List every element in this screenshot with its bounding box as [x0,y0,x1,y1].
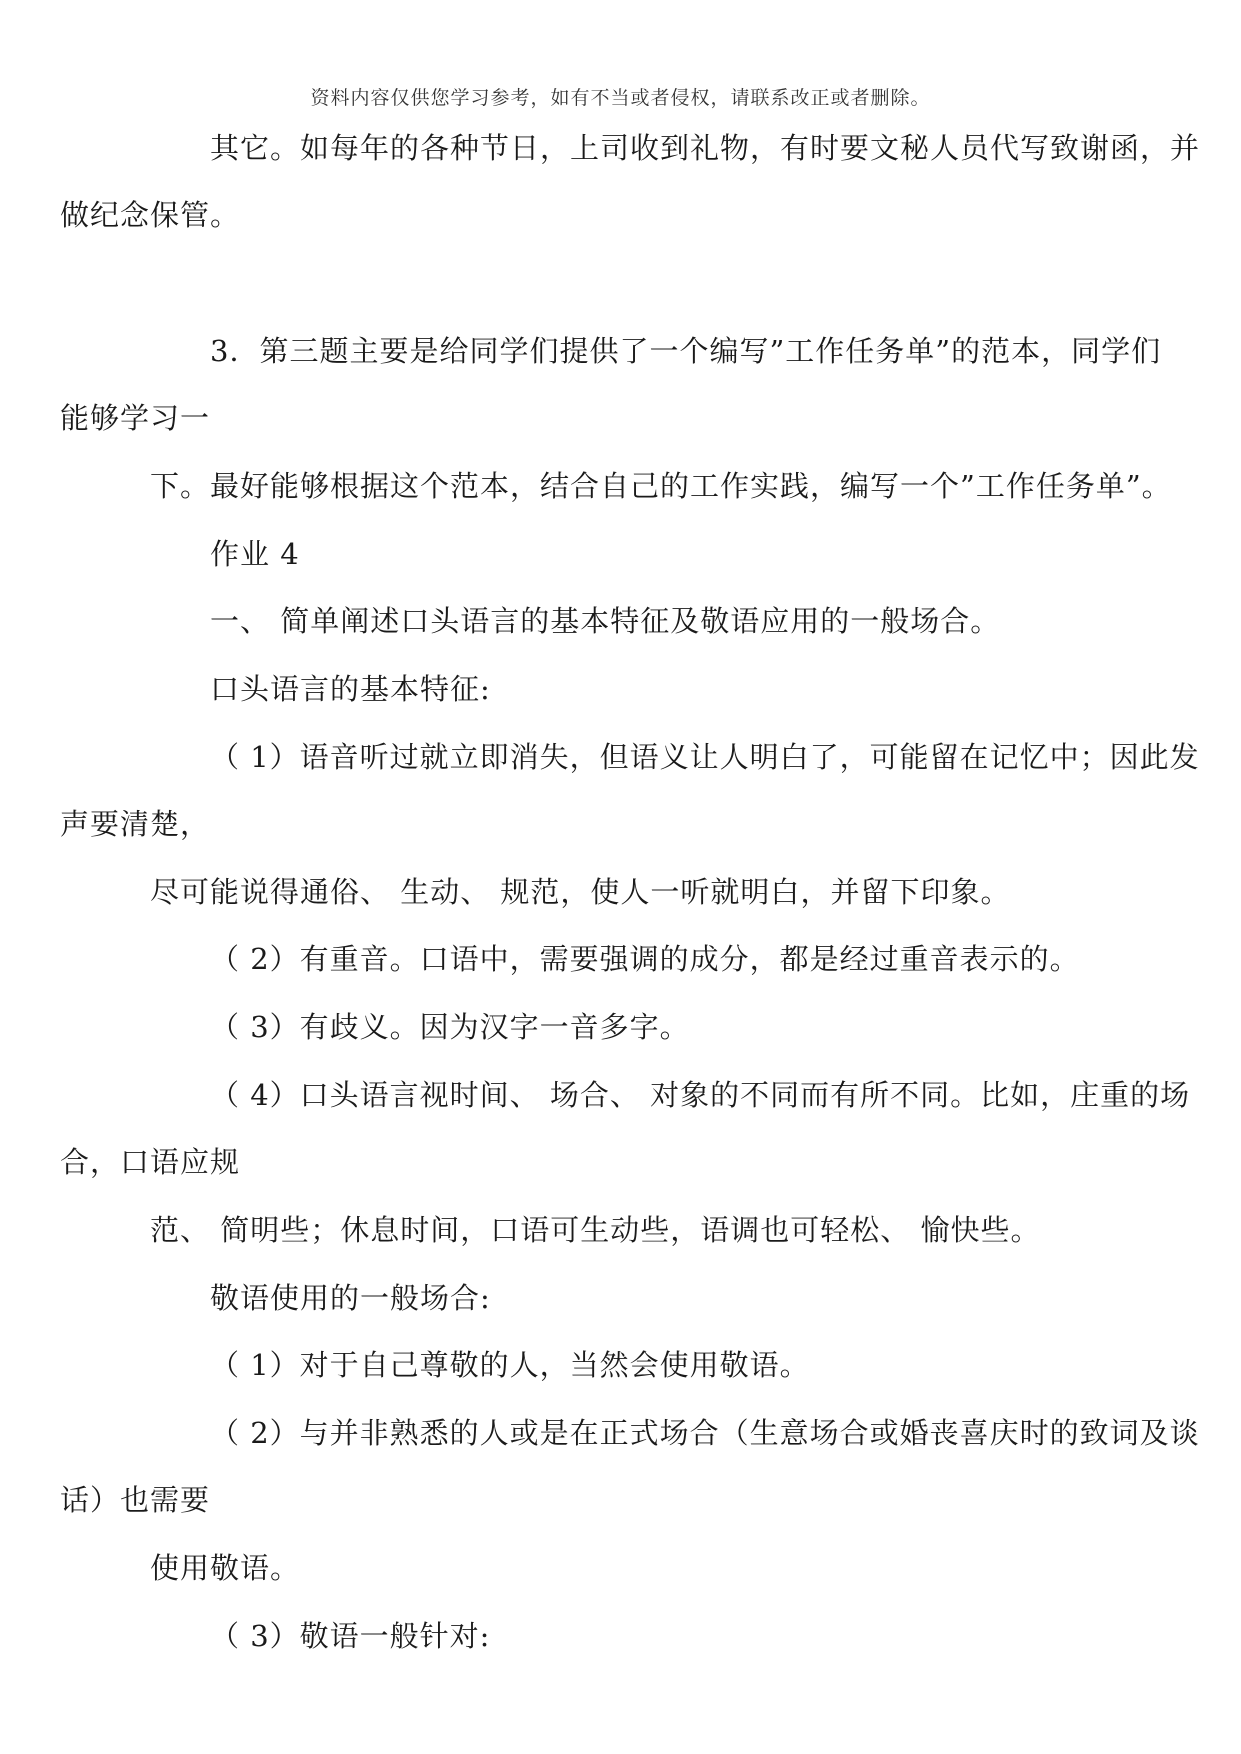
paragraph-line: 敬语使用的一般场合: [210,1281,491,1315]
list-item-line: （ 1）对于自己尊敬的人，当然会使用敬语。 [210,1348,810,1382]
paragraph-line: 其它。如每年的各种节日，上司收到礼物，有时要文秘人员代写致谢函，并 [210,131,1201,165]
list-item-line: （ 2）有重音。口语中，需要强调的成分，都是经过重音表示的。 [210,942,1080,976]
paragraph-line: 做纪念保管。 [60,198,241,232]
disclaimer-header: 资料内容仅供您学习参考，如有不当或者侵权，请联系改正或者删除。 [310,87,931,109]
list-item-line: （ 3）有歧义。因为汉字一音多字。 [210,1010,690,1044]
list-item-line: （ 2）与并非熟悉的人或是在正式场合（生意场合或婚丧喜庆时的致词及谈 [210,1416,1200,1450]
list-item-line: （ 4）口头语言视时间、 场合、 对象的不同而有所不同。比如，庄重的场 [210,1078,1191,1112]
list-item-line: （ 1）语音听过就立即消失，但语义让人明白了，可能留在记忆中；因此发 [210,740,1200,774]
paragraph-line: 口头语言的基本特征: [210,672,491,706]
list-item-line: 使用敬语。 [150,1551,301,1585]
paragraph-line: 下。最好能够根据这个范本，结合自己的工作实践，编写一个”工作任务单”。 [150,469,1172,503]
list-item-line: 范、 简明些；休息时间，口语可生动些，语调也可轻松、 愉快些。 [150,1213,1041,1247]
question-heading: 一、 简单阐述口头语言的基本特征及敬语应用的一般场合。 [210,604,1001,638]
list-item-line: 声要清楚， [60,807,211,841]
list-item-line: 尽可能说得通俗、 生动、 规范，使人一听就明白，并留下印象。 [150,875,1011,909]
paragraph-line: 3．第三题主要是给同学们提供了一个编写”工作任务单”的范本，同学们 [210,334,1162,368]
list-item-line: 话）也需要 [60,1483,211,1517]
list-item-line: （ 3）敬语一般针对: [210,1619,491,1653]
paragraph-line: 能够学习一 [60,401,211,435]
section-heading: 作业 4 [210,537,300,571]
list-item-line: 合，口语应规 [60,1145,241,1179]
